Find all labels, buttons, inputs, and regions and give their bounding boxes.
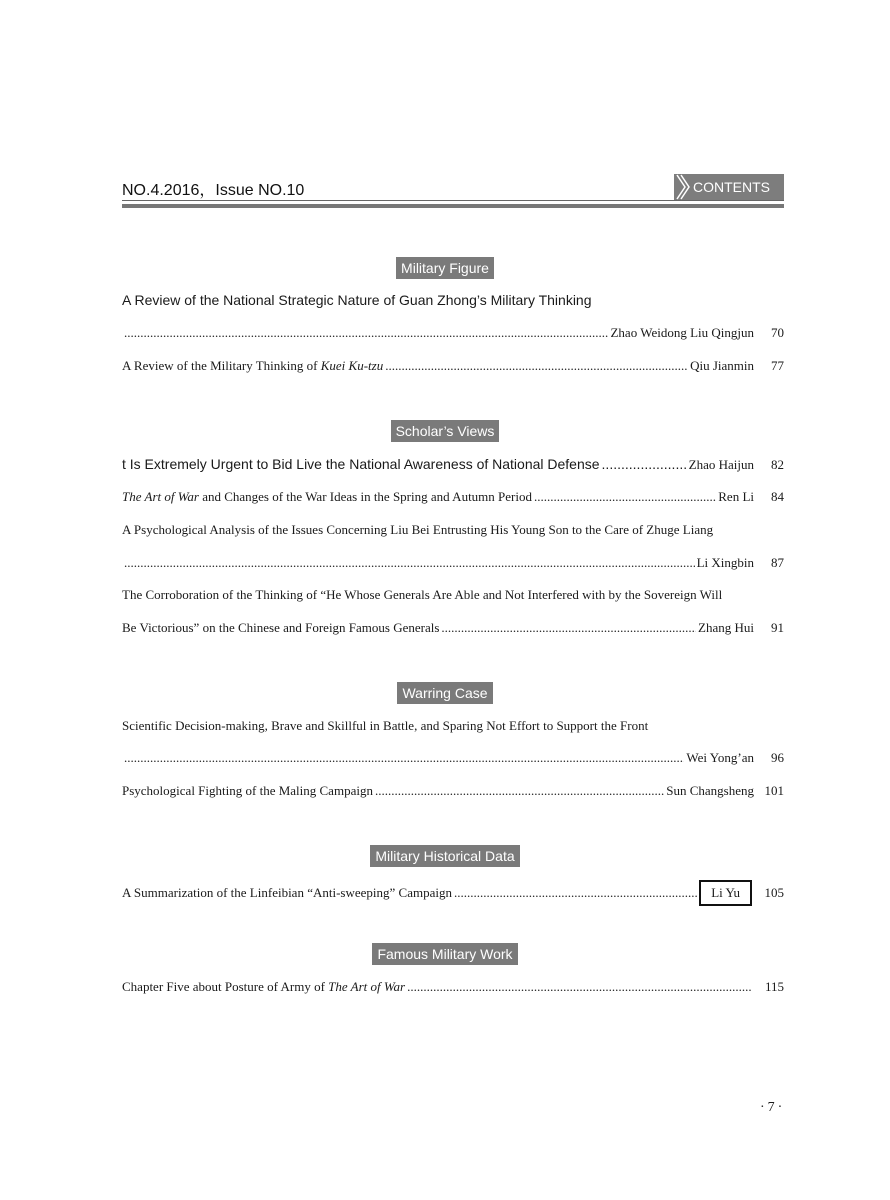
entry-author: Li Xingbin xyxy=(696,555,754,570)
entry-page: 70 xyxy=(771,325,784,340)
entry-page: 84 xyxy=(771,489,784,504)
issue-header: NO.4.2016，Issue NO.10 xyxy=(122,182,305,199)
entry-author-highlighted: Li Yu xyxy=(699,880,752,906)
toc-entry[interactable] xyxy=(122,782,784,800)
entry-title: t Is Extremely Urgent to Bid Live the National Awareness of National Defense xyxy=(122,456,600,472)
entry-page: 91 xyxy=(771,620,784,635)
chevron-icon xyxy=(676,174,690,200)
entry-title: A Summarization of the Linfeibian “Anti-sweeping” Campaign xyxy=(122,885,452,900)
entry-page: 101 xyxy=(764,783,784,798)
entry-author: Zhang Hui xyxy=(698,620,754,635)
toc-entry[interactable] xyxy=(122,357,784,375)
entry-page: 82 xyxy=(771,457,784,472)
section-label-military-figure xyxy=(0,257,890,279)
toc-entry[interactable] xyxy=(122,455,784,474)
contents-label: CONTENTS xyxy=(693,179,770,195)
leader-dots xyxy=(407,978,752,996)
toc-entry-title-line[interactable] xyxy=(122,717,784,735)
entry-title: Psychological Fighting of the Maling Campaign xyxy=(122,783,373,798)
header-rule-thick xyxy=(122,204,784,208)
leader-dots xyxy=(441,619,696,637)
entry-page: 105 xyxy=(764,885,784,900)
entry-page: 96 xyxy=(771,750,784,765)
leader-dots xyxy=(454,884,697,902)
toc-entry[interactable] xyxy=(122,749,784,767)
toc-entry[interactable] xyxy=(122,619,784,637)
toc-entry[interactable] xyxy=(122,324,784,342)
section-label-text: Military Figure xyxy=(396,257,494,279)
entry-author: Qiu Jianmin xyxy=(690,358,754,373)
entry-title-cont: Be Victorious” on the Chinese and Foreign Famous Generals xyxy=(122,620,440,635)
section-label-text: Scholar’s Views xyxy=(391,420,500,442)
toc-entry-title-line[interactable] xyxy=(122,291,784,309)
leader-dots xyxy=(375,782,664,800)
page-number: ·7· xyxy=(760,1100,786,1115)
entry-title: A Psychological Analysis of the Issues Concerning Liu Bei Entrusting His Young Son to the Care of Zhuge Liang xyxy=(122,522,714,537)
entry-title: Scientific Decision-making, Brave and Skillful in Battle, and Sparing Not Effort to Support the Front xyxy=(122,718,649,733)
entry-page: 87 xyxy=(771,555,784,570)
entry-author: Zhao Haijun xyxy=(688,457,754,472)
section-label-text: Warring Case xyxy=(397,682,492,704)
header-rule-thin xyxy=(122,200,784,201)
toc-entry[interactable] xyxy=(122,880,784,906)
entry-title: The Art of War and Changes of the War Ideas in the Spring and Autumn Period xyxy=(122,489,532,504)
section-label-text: Famous Military Work xyxy=(372,943,517,965)
entry-author: Ren Li xyxy=(718,489,754,504)
entry-page: 77 xyxy=(771,358,784,373)
toc-entry[interactable] xyxy=(122,554,784,572)
toc-entry-title-line[interactable] xyxy=(122,521,784,539)
toc-entry-title-line[interactable] xyxy=(122,586,784,604)
leader-dots xyxy=(602,455,687,473)
leader-dots xyxy=(124,324,608,342)
leader-dots xyxy=(124,749,684,767)
entry-title: Chapter Five about Posture of Army of The Art of War xyxy=(122,979,406,994)
leader-dots xyxy=(385,357,688,375)
entry-title: A Review of the National Strategic Nature of Guan Zhong’s Military Thinking xyxy=(122,292,592,308)
section-label-scholars-views xyxy=(0,420,890,442)
entry-author: Zhao Weidong Liu Qingjun xyxy=(610,325,754,340)
section-label-famous-military-work xyxy=(0,943,890,965)
entry-title: The Corroboration of the Thinking of “He Whose Generals Are Able and Not Interfered with by the Sovereign Will xyxy=(122,587,723,602)
section-label-military-historical-data xyxy=(0,845,890,867)
leader-dots xyxy=(534,488,716,506)
entry-author: Wei Yong’an xyxy=(686,750,754,765)
leader-dots xyxy=(124,554,695,572)
section-label-text: Military Historical Data xyxy=(370,845,519,867)
entry-page: 115 xyxy=(764,979,784,994)
toc-entry[interactable] xyxy=(122,488,784,506)
entry-author: Sun Changsheng xyxy=(666,783,754,798)
section-label-warring-case xyxy=(0,682,890,704)
contents-tab xyxy=(674,174,784,200)
entry-title: A Review of the Military Thinking of Kuei Ku-tzu xyxy=(122,358,384,373)
toc-entry[interactable] xyxy=(122,978,784,996)
